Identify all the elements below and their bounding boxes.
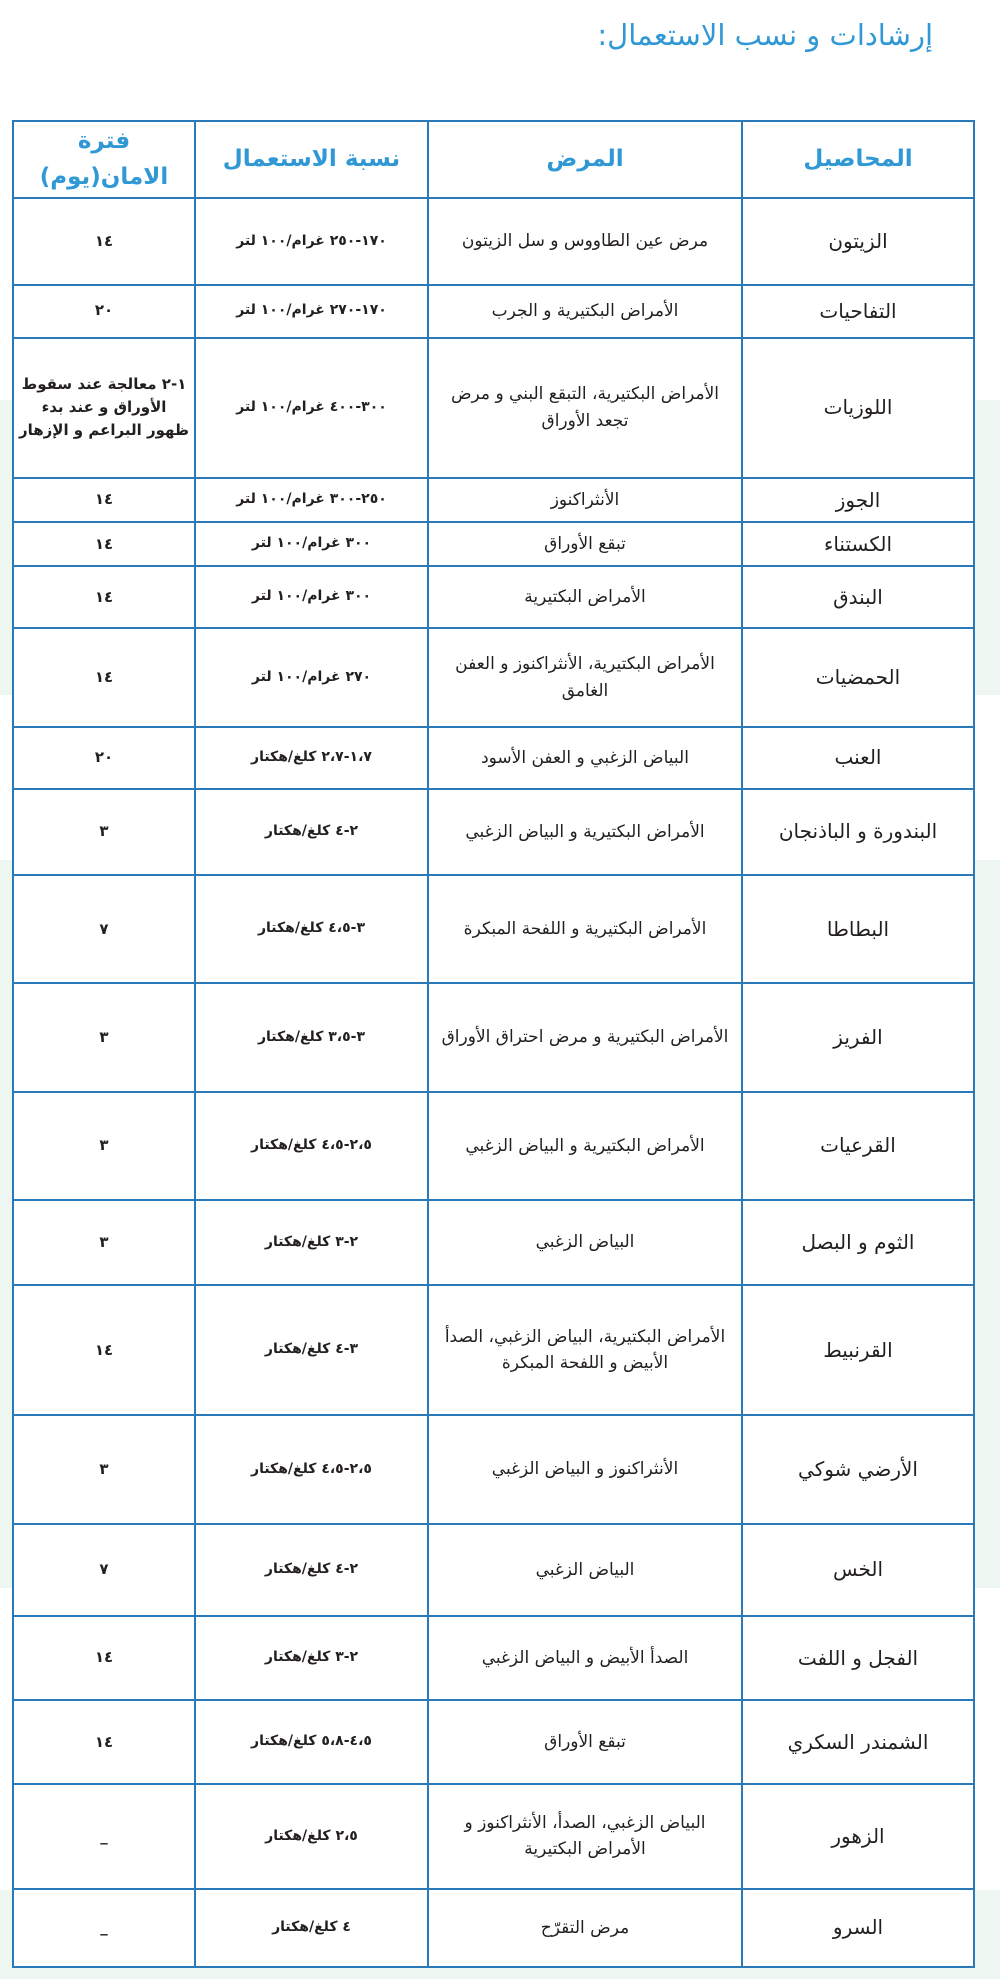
- safety-cell: ١٤: [13, 1700, 195, 1784]
- rate-cell: ٢،٥-٤،٥ كلغ/هكتار: [195, 1092, 428, 1200]
- table-row: [13, 983, 974, 1091]
- safety-cell: ٣: [13, 983, 195, 1091]
- crop-cell: الكستناء: [742, 522, 974, 566]
- rate-cell: ٣٠٠-٤٠٠ غرام/١٠٠ لتر: [195, 338, 428, 478]
- rate-cell: ٢-٣ كلغ/هكتار: [195, 1200, 428, 1285]
- crop-cell: الشمندر السكري: [742, 1700, 974, 1784]
- table-row: [13, 198, 974, 284]
- safety-cell: ١-٢ معالجة عند سقوط الأوراق و عند بدء ظهور البراعم و الإزهار: [13, 338, 195, 478]
- table-row: [13, 1784, 974, 1888]
- table-row: [13, 566, 974, 628]
- table-row: [13, 1524, 974, 1616]
- disease-cell: الأمراض البكتيرية و الجرب: [428, 285, 742, 338]
- rate-cell: ١٧٠-٢٥٠ غرام/١٠٠ لتر: [195, 198, 428, 284]
- table-row: [13, 1700, 974, 1784]
- crop-cell: البندق: [742, 566, 974, 628]
- header-safety: فترة الامان(يوم): [13, 121, 195, 198]
- rate-cell: ٤ كلغ/هكتار: [195, 1889, 428, 1967]
- safety-cell: ١٤: [13, 566, 195, 628]
- crop-cell: العنب: [742, 727, 974, 789]
- header-disease: المرض: [428, 121, 742, 198]
- crop-cell: الفجل و اللفت: [742, 1616, 974, 1700]
- rate-cell: ٣-٣،٥ كلغ/هكتار: [195, 983, 428, 1091]
- crop-cell: الثوم و البصل: [742, 1200, 974, 1285]
- header-crops: المحاصيل: [742, 121, 974, 198]
- rate-cell: ١،٧-٢،٧ كلغ/هكتار: [195, 727, 428, 789]
- crop-cell: الزيتون: [742, 198, 974, 284]
- disease-cell: الأمراض البكتيرية: [428, 566, 742, 628]
- safety-cell: ٢٠: [13, 727, 195, 789]
- crop-cell: التفاحيات: [742, 285, 974, 338]
- safety-cell: ٢٠: [13, 285, 195, 338]
- table-row: [13, 1415, 974, 1523]
- table-row: [13, 1200, 974, 1285]
- table-row: [13, 1889, 974, 1967]
- disease-cell: مرض التقرّح: [428, 1889, 742, 1967]
- crop-cell: الجوز: [742, 478, 974, 522]
- crop-cell: البندورة و الباذنجان: [742, 789, 974, 875]
- disease-cell: مرض عين الطاووس و سل الزيتون: [428, 198, 742, 284]
- table-row: [13, 628, 974, 726]
- table-row: [13, 285, 974, 338]
- table-row: [13, 1285, 974, 1415]
- safety-cell: _: [13, 1889, 195, 1967]
- table-row: [13, 1616, 974, 1700]
- crop-cell: السرو: [742, 1889, 974, 1967]
- safety-cell: ٣: [13, 1415, 195, 1523]
- safety-cell: ١٤: [13, 198, 195, 284]
- rate-cell: ٢-٤ كلغ/هكتار: [195, 789, 428, 875]
- safety-cell: ١٤: [13, 1285, 195, 1415]
- rate-cell: ٢،٥ كلغ/هكتار: [195, 1784, 428, 1888]
- rate-cell: ٢،٥-٤،٥ كلغ/هكتار: [195, 1415, 428, 1523]
- table-row: [13, 875, 974, 983]
- disease-cell: البياض الزغبي، الصدأ، الأنثراكنوز و الأمراض البكتيرية: [428, 1784, 742, 1888]
- rate-cell: ٢-٣ كلغ/هكتار: [195, 1616, 428, 1700]
- table-row: [13, 338, 974, 478]
- crop-cell: الأرضي شوكي: [742, 1415, 974, 1523]
- table-row: [13, 522, 974, 566]
- table-header-row: [13, 121, 974, 198]
- table-row: [13, 478, 974, 522]
- disease-cell: الأمراض البكتيرية و البياض الزغبي: [428, 1092, 742, 1200]
- header-rate: نسبة الاستعمال: [195, 121, 428, 198]
- safety-cell: ٣: [13, 1092, 195, 1200]
- disease-cell: البياض الزغبي: [428, 1200, 742, 1285]
- rate-cell: ٢٥٠-٣٠٠ غرام/١٠٠ لتر: [195, 478, 428, 522]
- crop-cell: القرعيات: [742, 1092, 974, 1200]
- disease-cell: الأنثراكنوز و البياض الزغبي: [428, 1415, 742, 1523]
- rate-cell: ٣-٤،٥ كلغ/هكتار: [195, 875, 428, 983]
- crop-cell: الخس: [742, 1524, 974, 1616]
- disease-cell: الأنثراكنوز: [428, 478, 742, 522]
- table-row: [13, 789, 974, 875]
- disease-cell: الأمراض البكتيرية، الأنثراكنوز و العفن الغامق: [428, 628, 742, 726]
- disease-cell: البياض الزغبي: [428, 1524, 742, 1616]
- safety-cell: ٣: [13, 789, 195, 875]
- page-title: إرشادات و نسب الاستعمال:: [597, 18, 933, 52]
- disease-cell: الأمراض البكتيرية و مرض احتراق الأوراق: [428, 983, 742, 1091]
- table-row: [13, 727, 974, 789]
- safety-cell: ٧: [13, 875, 195, 983]
- disease-cell: الأمراض البكتيرية و البياض الزغبي: [428, 789, 742, 875]
- disease-cell: الأمراض البكتيرية، التبقع البني و مرض تجعد الأوراق: [428, 338, 742, 478]
- rate-cell: ٢٧٠ غرام/١٠٠ لتر: [195, 628, 428, 726]
- crop-cell: اللوزيات: [742, 338, 974, 478]
- disease-cell: تبقع الأوراق: [428, 522, 742, 566]
- disease-cell: الأمراض البكتيرية، البياض الزغبي، الصدأ الأبيض و اللفحة المبكرة: [428, 1285, 742, 1415]
- safety-cell: ١٤: [13, 522, 195, 566]
- safety-cell: ٧: [13, 1524, 195, 1616]
- crop-cell: الحمضيات: [742, 628, 974, 726]
- crop-cell: الفريز: [742, 983, 974, 1091]
- safety-cell: ١٤: [13, 1616, 195, 1700]
- disease-cell: الأمراض البكتيرية و اللفحة المبكرة: [428, 875, 742, 983]
- table-row: [13, 1092, 974, 1200]
- disease-cell: الصدأ الأبيض و البياض الزغبي: [428, 1616, 742, 1700]
- crop-cell: الزهور: [742, 1784, 974, 1888]
- crop-cell: القرنبيط: [742, 1285, 974, 1415]
- disease-cell: البياض الزغبي و العفن الأسود: [428, 727, 742, 789]
- crop-cell: البطاطا: [742, 875, 974, 983]
- rate-cell: ٤،٥-٥،٨ كلغ/هكتار: [195, 1700, 428, 1784]
- rate-cell: ٣٠٠ غرام/١٠٠ لتر: [195, 566, 428, 628]
- rate-cell: ٢-٤ كلغ/هكتار: [195, 1524, 428, 1616]
- rate-cell: ١٧٠-٢٧٠ غرام/١٠٠ لتر: [195, 285, 428, 338]
- safety-cell: ٣: [13, 1200, 195, 1285]
- usage-table: [12, 120, 975, 1968]
- rate-cell: ٣-٤ كلغ/هكتار: [195, 1285, 428, 1415]
- safety-cell: _: [13, 1784, 195, 1888]
- rate-cell: ٣٠٠ غرام/١٠٠ لتر: [195, 522, 428, 566]
- safety-cell: ١٤: [13, 478, 195, 522]
- disease-cell: تبقع الأوراق: [428, 1700, 742, 1784]
- safety-cell: ١٤: [13, 628, 195, 726]
